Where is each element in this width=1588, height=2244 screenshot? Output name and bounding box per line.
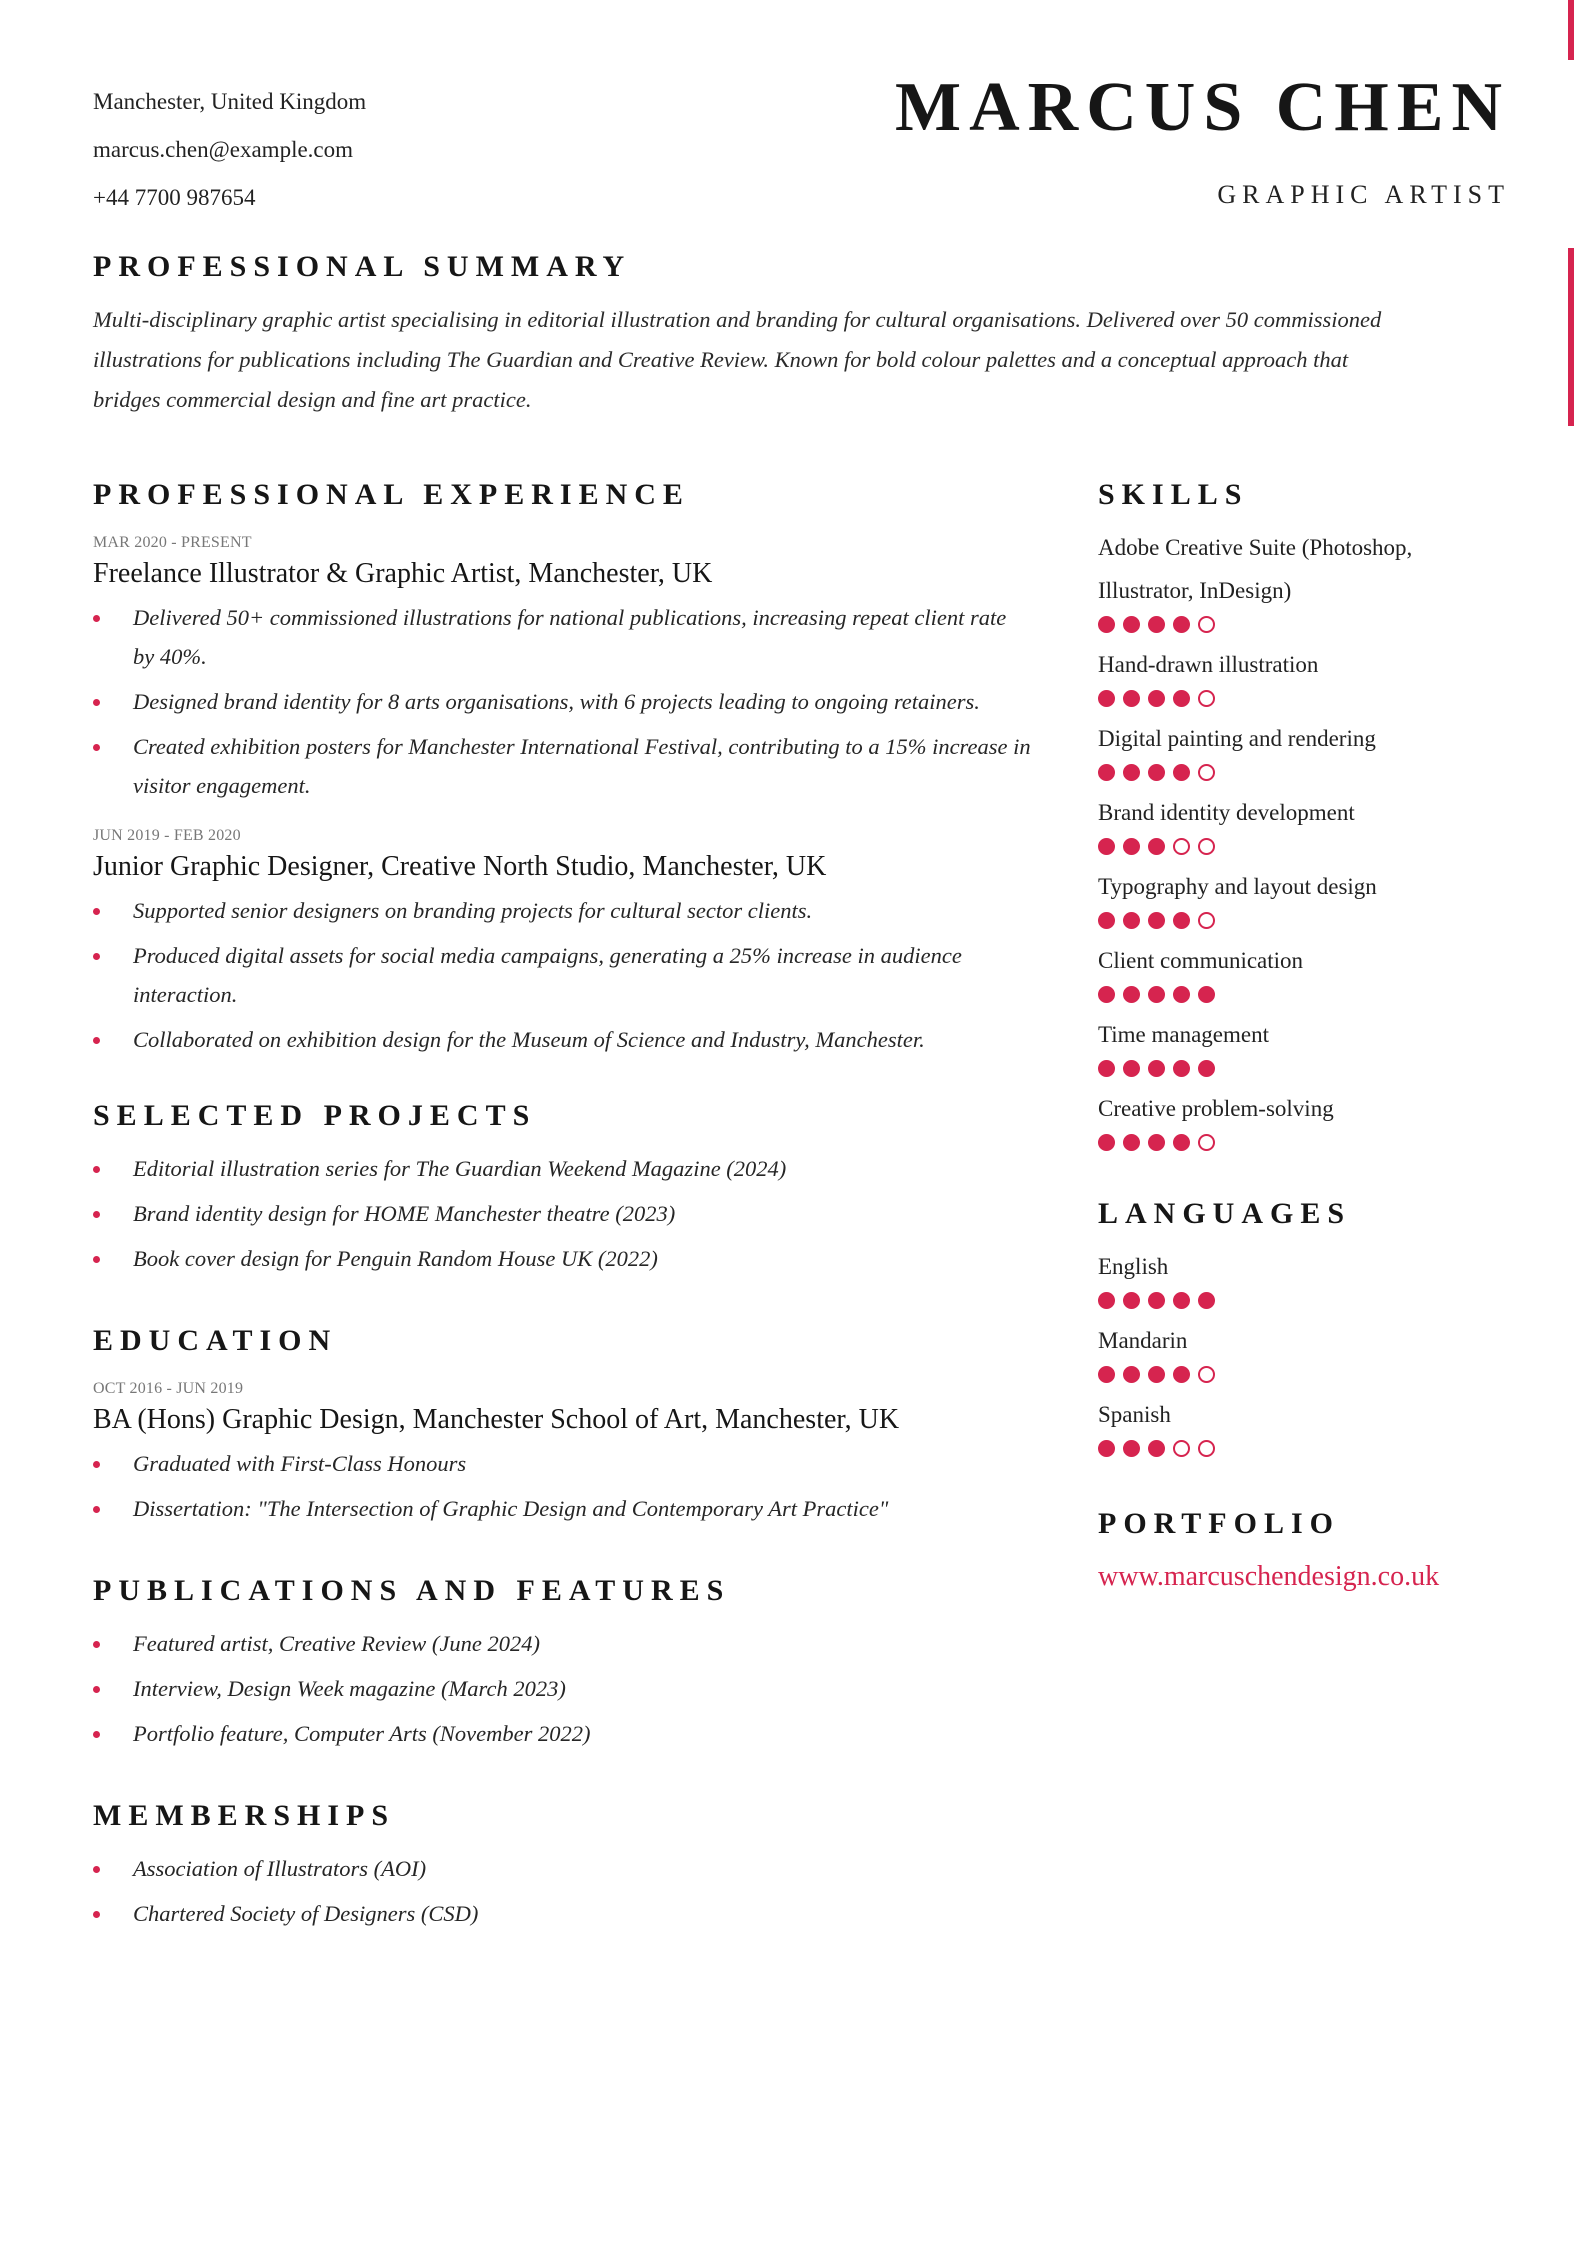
job-title: Freelance Illustrator & Graphic Artist, Manchester, UK [93, 558, 713, 589]
projects-section [93, 1099, 1033, 1278]
summary-heading: PROFESSIONAL SUMMARY [93, 250, 632, 283]
contact-info [93, 78, 366, 222]
rating-dot-filled [1123, 690, 1140, 707]
rating-dot-filled [1098, 1134, 1115, 1151]
rating-dot-filled [1123, 1292, 1140, 1309]
rating-dot-filled [1098, 690, 1115, 707]
summary-section [93, 250, 1413, 420]
language-rating [1098, 1366, 1498, 1383]
portfolio-heading: PORTFOLIO [1098, 1507, 1340, 1540]
languages-list [1098, 1245, 1498, 1457]
rating-dot-empty [1198, 912, 1215, 929]
skill-item [1098, 717, 1498, 781]
skill-name: Hand-drawn illustration [1098, 652, 1319, 677]
language-item [1098, 1319, 1498, 1383]
skill-item [1098, 865, 1498, 929]
accent-bar-top [1568, 0, 1574, 60]
rating-dot-empty [1173, 838, 1190, 855]
projects-heading: SELECTED PROJECTS [93, 1099, 537, 1132]
rating-dot-filled [1148, 986, 1165, 1003]
job-date: MAR 2020 - PRESENT [93, 534, 252, 551]
rating-dot-filled [1148, 912, 1165, 929]
skill-name: Brand identity development [1098, 800, 1355, 825]
list-item: Editorial illustration series for The Guardian Weekend Magazine (2024) [93, 1149, 1033, 1188]
rating-dot-filled [1148, 1060, 1165, 1077]
skill-item [1098, 1013, 1498, 1077]
skill-rating [1098, 1060, 1498, 1077]
language-name: English [1098, 1254, 1169, 1279]
rating-dot-filled [1173, 912, 1190, 929]
rating-dot-filled [1173, 1060, 1190, 1077]
list-item: Created exhibition posters for Manchester International Festival, contributing to a 15% increase in visitor engagement. [93, 727, 1033, 805]
rating-dot-filled [1098, 1440, 1115, 1457]
memberships-heading: MEMBERSHIPS [93, 1799, 396, 1832]
rating-dot-filled [1148, 1440, 1165, 1457]
contact-phone[interactable]: +44 7700 987654 [93, 185, 256, 210]
rating-dot-filled [1098, 1292, 1115, 1309]
rating-dot-empty [1198, 1440, 1215, 1457]
rating-dot-filled [1148, 1292, 1165, 1309]
skill-item [1098, 939, 1498, 1003]
contact-location: Manchester, United Kingdom [93, 89, 367, 114]
rating-dot-filled [1123, 1134, 1140, 1151]
education-degree: BA (Hons) Graphic Design, Manchester School of Art, Manchester, UK [93, 1404, 900, 1435]
rating-dot-filled [1148, 1366, 1165, 1383]
language-name: Mandarin [1098, 1328, 1188, 1353]
rating-dot-filled [1123, 1060, 1140, 1077]
skill-item [1098, 791, 1498, 855]
list-item: Dissertation: "The Intersection of Graphic Design and Contemporary Art Practice" [93, 1489, 1033, 1528]
rating-dot-empty [1198, 690, 1215, 707]
job-bullets [93, 891, 1033, 1059]
rating-dot-empty [1198, 764, 1215, 781]
skill-rating [1098, 912, 1498, 929]
skill-name: Time management [1098, 1022, 1269, 1047]
rating-dot-filled [1098, 764, 1115, 781]
languages-heading: LANGUAGES [1098, 1197, 1352, 1230]
skill-name: Creative problem-solving [1098, 1096, 1334, 1121]
rating-dot-filled [1198, 986, 1215, 1003]
skill-name: Adobe Creative Suite (Photoshop, Illustrator, InDesign) [1098, 535, 1413, 603]
portfolio-section [1098, 1507, 1498, 1593]
memberships-section [93, 1799, 1033, 1933]
list-item: Portfolio feature, Computer Arts (November 2022) [93, 1714, 1033, 1753]
skill-rating [1098, 616, 1498, 633]
skills-heading: SKILLS [1098, 478, 1249, 511]
language-rating [1098, 1292, 1498, 1309]
rating-dot-empty [1173, 1440, 1190, 1457]
candidate-name: MARCUS CHEN [895, 69, 1510, 146]
rating-dot-filled [1123, 838, 1140, 855]
job-title: Junior Graphic Designer, Creative North Studio, Manchester, UK [93, 851, 827, 882]
portfolio-link[interactable]: www.marcuschendesign.co.uk [1098, 1561, 1440, 1592]
rating-dot-filled [1098, 616, 1115, 633]
summary-text: Multi-disciplinary graphic artist specialising in editorial illustration and branding for cultural organisations. Delivered over 50 commissioned illustrations for publications including The Guardian and Creative Review. Known for bold colour palettes and a conceptual approach that bridges commercial design and fine art practice. [93, 307, 1382, 412]
rating-dot-filled [1098, 986, 1115, 1003]
skill-name: Digital painting and rendering [1098, 726, 1376, 751]
rating-dot-filled [1173, 1292, 1190, 1309]
rating-dot-filled [1148, 1134, 1165, 1151]
skill-name: Client communication [1098, 948, 1304, 973]
publications-heading: PUBLICATIONS AND FEATURES [93, 1574, 731, 1607]
rating-dot-filled [1198, 1060, 1215, 1077]
rating-dot-filled [1123, 912, 1140, 929]
skill-item [1098, 1087, 1498, 1151]
contact-email[interactable]: marcus.chen@example.com [93, 137, 354, 162]
list-item: Book cover design for Penguin Random House UK (2022) [93, 1239, 1033, 1278]
list-item: Delivered 50+ commissioned illustrations for national publications, increasing repeat client rate by 40%. [93, 598, 1033, 676]
education-bullets [93, 1444, 1033, 1528]
list-item: Brand identity design for HOME Manchester theatre (2023) [93, 1194, 1033, 1233]
skill-rating [1098, 838, 1498, 855]
list-item: Featured artist, Creative Review (June 2024) [93, 1624, 1033, 1663]
list-item: Chartered Society of Designers (CSD) [93, 1894, 1033, 1933]
rating-dot-filled [1173, 1134, 1190, 1151]
rating-dot-filled [1148, 690, 1165, 707]
rating-dot-filled [1173, 1366, 1190, 1383]
experience-heading: PROFESSIONAL EXPERIENCE [93, 478, 690, 511]
job-entry [93, 827, 1033, 1059]
skill-item [1098, 643, 1498, 707]
rating-dot-filled [1098, 838, 1115, 855]
language-name: Spanish [1098, 1402, 1171, 1427]
rating-dot-filled [1123, 1440, 1140, 1457]
list-item: Designed brand identity for 8 arts organisations, with 6 projects leading to ongoing retainers. [93, 682, 1033, 721]
skills-section [1098, 478, 1498, 1151]
projects-list [93, 1149, 1033, 1278]
education-date: OCT 2016 - JUN 2019 [93, 1380, 244, 1397]
rating-dot-filled [1123, 1366, 1140, 1383]
job-bullets [93, 598, 1033, 805]
candidate-title: GRAPHIC ARTIST [1217, 180, 1510, 209]
list-item: Graduated with First-Class Honours [93, 1444, 1033, 1483]
languages-section [1098, 1197, 1498, 1457]
rating-dot-filled [1098, 1366, 1115, 1383]
language-item [1098, 1245, 1498, 1309]
accent-bar-side [1568, 248, 1574, 426]
language-rating [1098, 1440, 1498, 1457]
rating-dot-filled [1198, 1292, 1215, 1309]
rating-dot-filled [1148, 764, 1165, 781]
rating-dot-filled [1173, 690, 1190, 707]
list-item: Supported senior designers on branding projects for cultural sector clients. [93, 891, 1033, 930]
rating-dot-filled [1173, 616, 1190, 633]
rating-dot-empty [1198, 616, 1215, 633]
publications-section [93, 1574, 1033, 1753]
rating-dot-empty [1198, 838, 1215, 855]
rating-dot-empty [1198, 1134, 1215, 1151]
list-item: Produced digital assets for social media campaigns, generating a 25% increase in audience interaction. [93, 936, 1033, 1014]
rating-dot-filled [1123, 616, 1140, 633]
list-item: Collaborated on exhibition design for the Museum of Science and Industry, Manchester. [93, 1020, 1033, 1059]
skill-rating [1098, 986, 1498, 1003]
skill-name: Typography and layout design [1098, 874, 1377, 899]
job-entry [93, 534, 1033, 805]
education-section [93, 1324, 1033, 1528]
rating-dot-filled [1098, 1060, 1115, 1077]
rating-dot-filled [1148, 616, 1165, 633]
rating-dot-filled [1173, 986, 1190, 1003]
main-column [93, 478, 1033, 1939]
rating-dot-filled [1123, 764, 1140, 781]
skills-list [1098, 526, 1498, 1151]
skill-rating [1098, 690, 1498, 707]
publications-list [93, 1624, 1033, 1753]
rating-dot-filled [1098, 912, 1115, 929]
list-item: Interview, Design Week magazine (March 2023) [93, 1669, 1033, 1708]
experience-section [93, 478, 1033, 1059]
rating-dot-empty [1198, 1366, 1215, 1383]
rating-dot-filled [1173, 764, 1190, 781]
side-column [1098, 478, 1498, 1593]
skill-rating [1098, 764, 1498, 781]
list-item: Association of Illustrators (AOI) [93, 1849, 1033, 1888]
job-date: JUN 2019 - FEB 2020 [93, 827, 241, 844]
education-heading: EDUCATION [93, 1324, 338, 1357]
rating-dot-filled [1148, 838, 1165, 855]
skill-rating [1098, 1134, 1498, 1151]
memberships-list [93, 1849, 1033, 1933]
skill-item [1098, 526, 1498, 633]
rating-dot-filled [1123, 986, 1140, 1003]
language-item [1098, 1393, 1498, 1457]
